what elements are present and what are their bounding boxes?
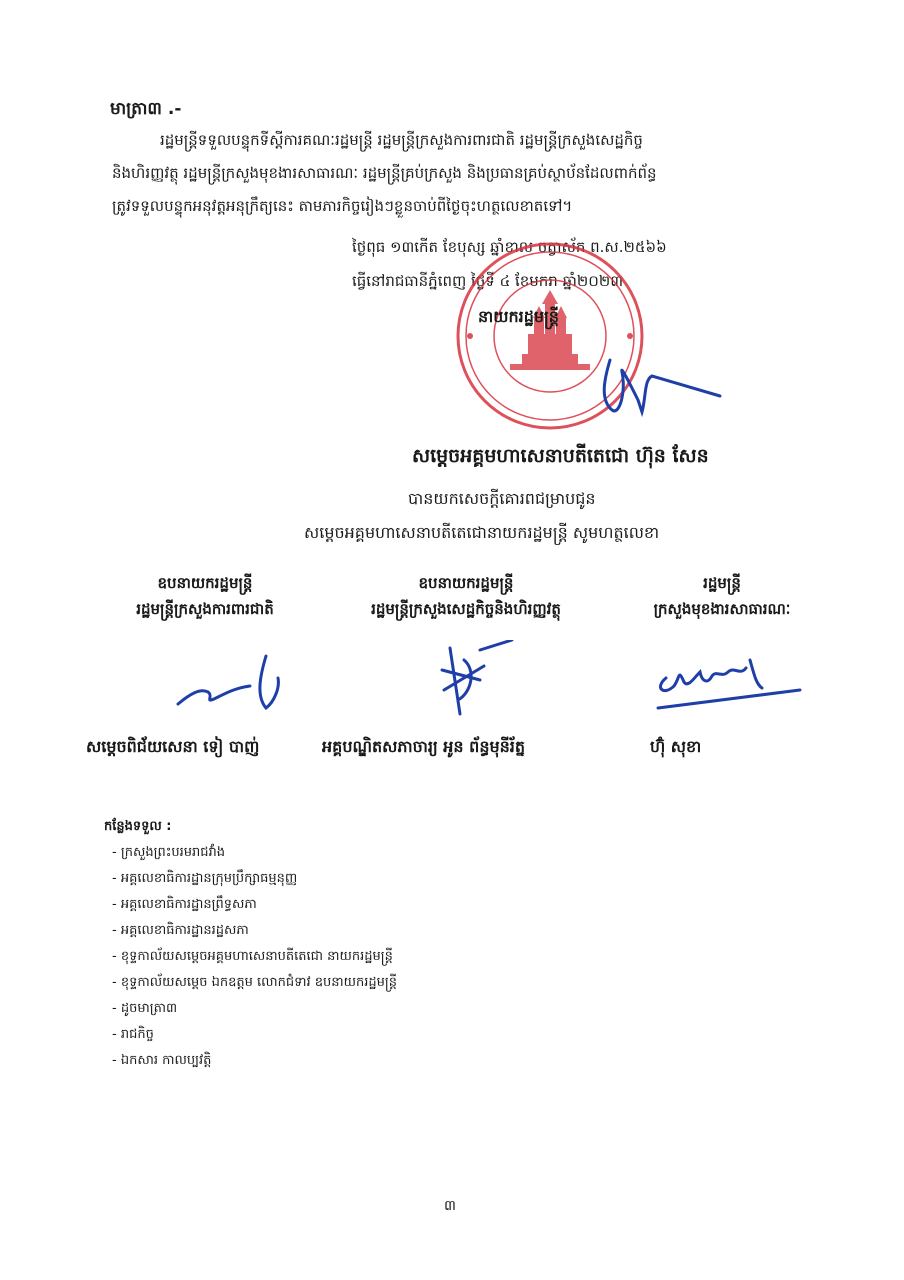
cosigner-3-name: ហ៊ុំ សុខា — [650, 737, 702, 756]
recipient-item: - អគ្គលេខាធិការដ្ឋានរដ្ឋសភា — [112, 918, 397, 944]
cosigner-3-title: រដ្ឋមន្ត្រី — [703, 574, 741, 592]
article-body — [112, 124, 832, 223]
lunar-date: ថ្ងៃពុធ ១៣កើត ខែបុស្ស ឆ្នាំខាល ចត្វាស័ក ព.ស.២៥៦៦ — [352, 238, 667, 256]
cosigner-1-title: ឧបនាយករដ្ឋមន្ត្រី — [157, 574, 253, 592]
cosigner-2-name: អគ្គបណ្ឌិតសភាចារ្យ អូន ព័ន្ធមុនីរ័ត្ន — [322, 737, 526, 756]
page-number: ៣ — [444, 1198, 456, 1214]
article-heading: មាត្រា៣ .- — [110, 99, 182, 119]
respect-line-2: សម្តេចអគ្គមហាសេនាបតីតេជោនាយករដ្ឋមន្ត្រី សូមហត្ថលេខា — [304, 523, 660, 542]
cosigner-2-signature-icon — [420, 640, 520, 720]
recipient-item: - ខុទ្ទកាល័យសម្តេច ឯកឧត្តម លោកជំទាវ ឧបនាយករដ្ឋមន្ត្រី — [112, 970, 397, 996]
cosigner-1-signature-icon — [170, 648, 290, 718]
recipient-item: - ខុទ្ទកាល័យសម្តេចអគ្គមហាសេនាបតីតេជោ នាយករដ្ឋមន្ត្រី — [112, 944, 397, 970]
cosigner-3-signature-icon — [650, 648, 810, 718]
recipient-item: - ក្រសួងព្រះបរមរាជវាំង — [112, 840, 397, 866]
recipient-item: - អគ្គលេខាធិការដ្ឋានព្រឹទ្ធសភា — [112, 892, 397, 918]
body-line-1: រដ្ឋមន្ត្រីទទួលបន្ទុកទីស្តីការគណៈរដ្ឋមន្ត្រី រដ្ឋមន្ត្រីក្រសួងការពារជាតិ រដ្ឋមន្ត្រីក្រសួងសេដ្ឋកិច្ច — [160, 131, 643, 149]
recipient-item: - រាជកិច្ច — [112, 1022, 397, 1048]
body-line-2: និងហិរញ្ញវត្ថុ រដ្ឋមន្ត្រីក្រសួងមុខងារសាធារណៈ រដ្ឋមន្ត្រីគ្រប់ក្រសួង និងប្រធានគ្រប់ស្ថាប័នដែលពាក់ព័ន្ធ — [112, 164, 657, 182]
recipient-item: - ឯកសារ កាលប្បវត្តិ — [112, 1048, 397, 1074]
body-line-3: ត្រូវទទួលបន្ទុកអនុវត្តអនុក្រឹត្យនេះ តាមភារកិច្ចរៀងៗខ្លួនចាប់ពីថ្ងៃចុះហត្ថលេខាតទៅ។ — [112, 197, 573, 215]
recipient-item: - ដូចមាត្រា៣ — [112, 996, 397, 1022]
cosigner-2-ministry: រដ្ឋមន្ត្រីក្រសួងសេដ្ឋកិច្ចនិងហិរញ្ញវត្ថុ — [371, 600, 561, 618]
recipients-label: កន្លែងទទួល : — [104, 819, 172, 834]
recipient-item: - អគ្គលេខាធិការដ្ឋានក្រុមប្រឹក្សាធម្មនុញ្ញ — [112, 866, 397, 892]
pm-signature-icon — [580, 350, 730, 430]
cosigner-1-ministry: រដ្ឋមន្ត្រីក្រសួងការពារជាតិ — [136, 600, 274, 618]
cosigner-2-title: ឧបនាយករដ្ឋមន្ត្រី — [418, 574, 514, 592]
solar-date: ធ្វើនៅរាជធានីភ្នំពេញ ថ្ងៃទី ៤ ខែមករា ឆ្នាំ២០២៣ — [352, 272, 624, 290]
cosigner-1-name: សម្តេចពិជ័យសេនា ទៀ បាញ់ — [86, 737, 260, 756]
prime-minister-title: នាយករដ្ឋមន្ត្រី — [478, 307, 559, 326]
recipients-list — [112, 840, 397, 1074]
respect-line-1: បានយកសេចក្តីគោរពជម្រាបជូន — [408, 489, 596, 508]
prime-minister-name: សម្តេចអគ្គមហាសេនាបតីតេជោ ហ៊ុន សែន — [412, 445, 709, 467]
cosigner-3-ministry: ក្រសួងមុខងារសាធារណៈ — [653, 600, 791, 618]
